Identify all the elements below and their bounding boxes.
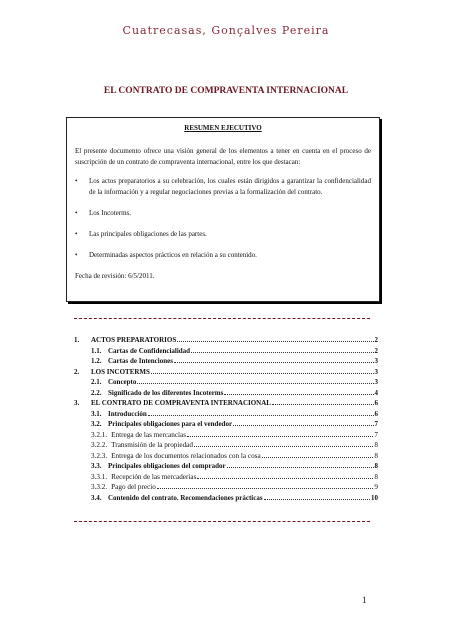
- toc-leader: [177, 341, 373, 342]
- toc-entry[interactable]: [74, 367, 378, 378]
- toc-page: 7: [374, 430, 378, 439]
- toc-number: 2.: [74, 367, 80, 376]
- revision-date: Fecha de revisión: 6/5/2011.: [75, 272, 155, 280]
- summary-bullet: [75, 208, 371, 219]
- toc-leader: [148, 415, 374, 416]
- toc-page: 6: [374, 409, 378, 418]
- toc-page: 8: [374, 472, 378, 481]
- toc-number: 3.3.: [91, 462, 102, 470]
- bullet-icon: •: [75, 209, 78, 217]
- page-number: 1: [362, 595, 367, 605]
- bullet-icon: •: [75, 251, 78, 259]
- toc-number: 3.3.2.: [91, 483, 108, 491]
- toc-page: 6: [374, 399, 378, 407]
- toc-entry[interactable]: [74, 356, 378, 367]
- toc-leader: [227, 467, 374, 468]
- toc-entry[interactable]: [74, 440, 378, 451]
- toc-entry[interactable]: [74, 346, 378, 357]
- toc-leader: [197, 478, 373, 479]
- toc-title: Contenido del contrato. Recomendaciones prácticas: [108, 493, 263, 502]
- toc-title: LOS INCOTERMS: [91, 367, 150, 376]
- toc-entry[interactable]: [74, 377, 378, 388]
- toc-title: Introducción: [108, 409, 147, 418]
- toc-title: Pago del precio: [111, 483, 156, 491]
- toc-page: 3: [374, 367, 378, 376]
- toc-leader: [233, 425, 373, 426]
- toc-title: Cartas de Confidencialidad: [108, 346, 191, 355]
- toc-title: Concepto: [108, 378, 137, 386]
- summary-heading-word1: ESUMEN: [189, 124, 222, 132]
- toc-page: 3: [374, 378, 378, 386]
- toc-title: Recepción de las mercaderías: [111, 472, 197, 481]
- toc-entry[interactable]: [74, 482, 378, 493]
- toc-page: 2: [374, 336, 378, 344]
- toc-number: 3.: [74, 399, 80, 407]
- toc-number: 3.1.: [91, 409, 102, 418]
- toc-number: 3.2.2.: [91, 441, 108, 449]
- summary-heading-word2: JECUTIVO: [225, 124, 262, 132]
- toc-number: 2.2.: [91, 388, 102, 397]
- toc-leader: [151, 373, 374, 374]
- toc-page: 2: [374, 346, 378, 355]
- toc-entry[interactable]: [74, 388, 378, 399]
- toc-page: 3: [374, 357, 378, 365]
- table-of-contents: [74, 335, 378, 503]
- toc-leader: [157, 488, 374, 489]
- toc-title: Cartas de Intenciones: [108, 357, 173, 365]
- toc-page: 8: [374, 462, 378, 470]
- toc-page: 4: [374, 388, 378, 397]
- toc-title: Significado de los diferentes Incoterms: [108, 388, 224, 397]
- firm-logo-text: Cuatrecasas, Gonçalves Pereira: [122, 24, 330, 37]
- toc-leader: [191, 352, 373, 353]
- toc-title: Entrega de las mercancías: [111, 430, 187, 439]
- toc-entry[interactable]: [74, 430, 378, 441]
- toc-leader: [174, 362, 374, 363]
- toc-number: 3.2.3.: [91, 451, 108, 460]
- bullet-icon: •: [75, 177, 78, 185]
- toc-page: 8: [374, 441, 378, 449]
- toc-entry[interactable]: [74, 398, 378, 409]
- executive-summary-box: [66, 117, 380, 302]
- toc-entry[interactable]: [74, 409, 378, 420]
- divider-top: [74, 318, 370, 319]
- toc-entry[interactable]: [74, 461, 378, 472]
- toc-number: 3.3.1.: [91, 472, 108, 481]
- summary-bullet-text: Las principales obligaciones de las partes.: [89, 230, 207, 238]
- toc-number: 1.: [74, 336, 80, 344]
- toc-number: 3.2.: [91, 420, 102, 428]
- toc-page: 7: [374, 420, 378, 428]
- toc-title: Principales obligaciones para el vendedor: [108, 420, 233, 428]
- toc-entry[interactable]: [74, 493, 378, 504]
- summary-heading: [67, 124, 379, 132]
- toc-number: 1.2.: [91, 357, 102, 365]
- toc-leader: [137, 383, 373, 384]
- summary-bullet-text: Determinadas aspectos prácticos en relación a su contenido.: [89, 251, 257, 259]
- summary-bullet-text: Los actos preparatorios a su celebración, los cuales están dirigidos a garantizar la confidencialidad de la información y a regular negociaciones previas a la formalización del contrato.: [89, 177, 371, 196]
- toc-number: 1.1.: [91, 346, 102, 355]
- toc-leader: [194, 446, 373, 447]
- bullet-icon: •: [75, 230, 78, 238]
- toc-page: 8: [374, 451, 378, 460]
- toc-entry[interactable]: [74, 451, 378, 462]
- summary-heading-initial-r: R: [184, 124, 190, 132]
- summary-heading-initial-e: E: [221, 124, 226, 132]
- summary-bullet: [75, 250, 371, 261]
- toc-leader: [224, 394, 373, 395]
- toc-number: 2.1.: [91, 378, 102, 386]
- toc-entry[interactable]: [74, 472, 378, 483]
- summary-intro: El presente documento ofrece una visión general de los elementos a tener en cuenta en el proceso de suscripción de un contrato de compraventa internacional, entre los que destacan:: [75, 147, 371, 166]
- summary-bullet: [75, 229, 371, 240]
- toc-title: Entrega de los documentos relacionados con la cosa: [111, 451, 261, 460]
- toc-title: ACTOS PREPARATORIOS: [91, 336, 177, 344]
- toc-number: 3.2.1.: [91, 430, 108, 439]
- summary-bullet-text: Los Incoterms.: [89, 209, 131, 217]
- toc-title: EL CONTRATO DE COMPRAVENTA INTERNACIONAL: [91, 399, 271, 407]
- toc-leader: [262, 457, 374, 458]
- toc-leader: [187, 436, 373, 437]
- divider-bottom: [74, 521, 370, 522]
- document-title: EL CONTRATO DE COMPRAVENTA INTERNACIONAL: [103, 86, 349, 96]
- toc-entry[interactable]: [74, 335, 378, 346]
- toc-leader: [264, 499, 370, 500]
- toc-leader: [272, 404, 374, 405]
- toc-entry[interactable]: [74, 419, 378, 430]
- toc-title: Transmisión de la propiedad: [111, 441, 193, 449]
- toc-title: Principales obligaciones del comprador: [108, 462, 226, 470]
- summary-bullet: [75, 176, 371, 198]
- toc-number: 3.4.: [91, 493, 102, 502]
- summary-bullet-list: [75, 176, 371, 261]
- toc-page: 9: [374, 483, 378, 491]
- toc-page: 10: [371, 493, 378, 502]
